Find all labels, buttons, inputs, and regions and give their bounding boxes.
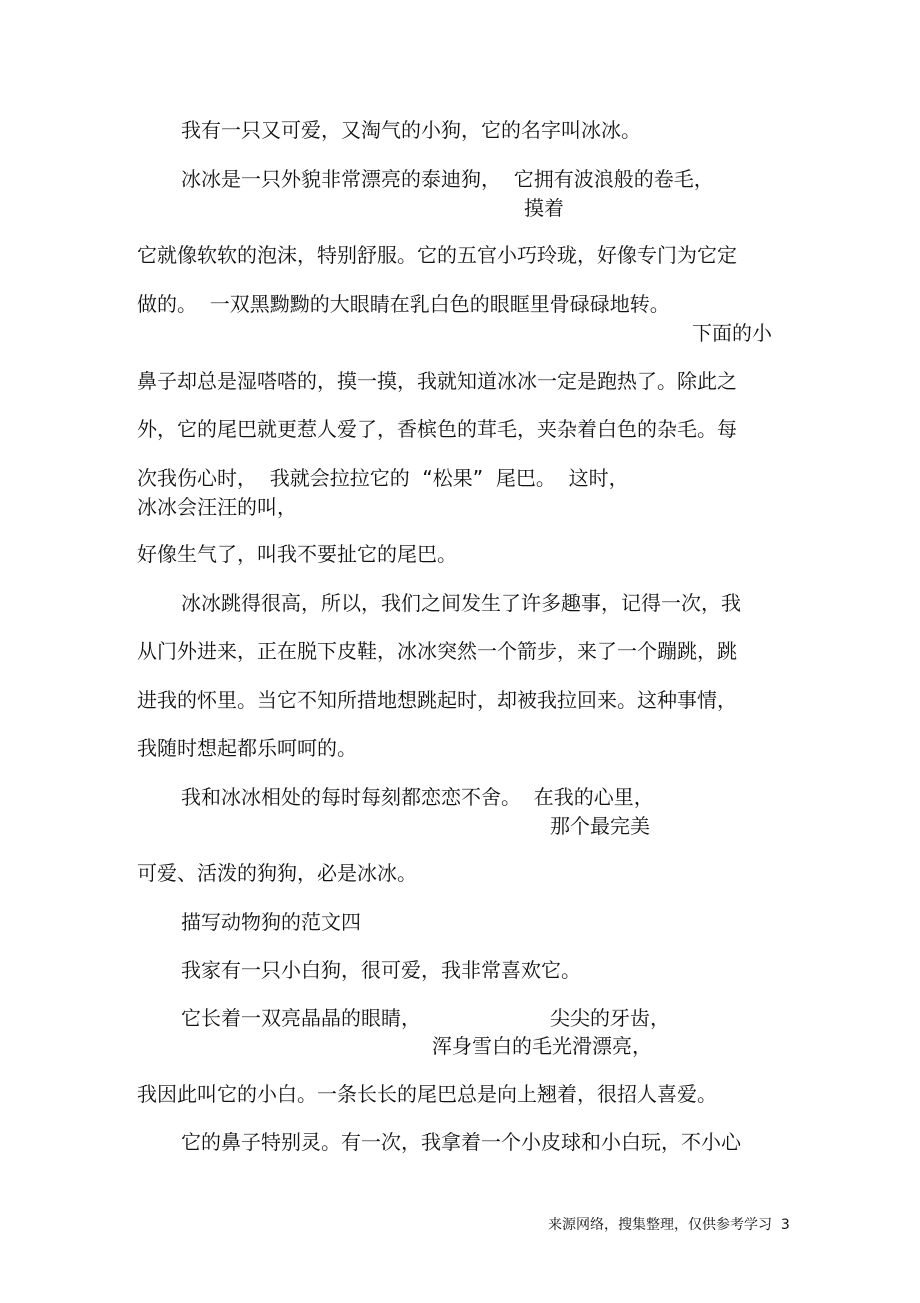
text-line: 它的鼻子特别灵。有一次，我拿着一个小皮球和小白玩，不小心 bbox=[181, 1130, 741, 1154]
text-line: 浑身雪白的毛光滑漂亮， bbox=[432, 1034, 652, 1058]
text-line: 我有一只又可爱，又淘气的小狗，它的名字叫冰冰。 bbox=[181, 118, 641, 142]
text-line: 从门外进来，正在脱下皮鞋，冰冰突然一个箭步，来了一个蹦跳，跳 bbox=[137, 639, 737, 663]
text-line: 摸着 bbox=[524, 196, 564, 220]
text-line: 做的。 一双黑黝黝的大眼睛在乳白色的眼眶里骨碌碌地转。 bbox=[137, 292, 670, 316]
text-line: 我家有一只小白狗，很可爱，我非常喜欢它。 bbox=[181, 958, 581, 982]
text-line: 鼻子却总是湿嗒嗒的，摸一摸，我就知道冰冰一定是跑热了。除此之 bbox=[137, 369, 737, 393]
text-line: 我因此叫它的小白。一条长长的尾巴总是向上翘着，很招人喜爱。 bbox=[137, 1082, 717, 1106]
text-line: 它长着一双亮晶晶的眼睛， bbox=[181, 1006, 421, 1030]
text-line: 外，它的尾巴就更惹人爱了，香槟色的茸毛，夹杂着白色的杂毛。每 bbox=[137, 417, 737, 441]
text-line: 我随时想起都乐呵呵的。 bbox=[137, 736, 357, 760]
text-line: 它就像软软的泡沫，特别舒服。它的五官小巧玲珑，好像专门为它定 bbox=[137, 243, 737, 267]
text-line: 下面的小 bbox=[692, 321, 772, 345]
text-line: 我和冰冰相处的每时每刻都恋恋不舍。 在我的心里， bbox=[181, 785, 654, 809]
text-line: 进我的怀里。当它不知所措地想跳起时，却被我拉回来。这种事情， bbox=[137, 688, 737, 712]
text-line: 那个最完美 bbox=[550, 814, 650, 838]
text-line: 次我伤心时， 我就会拉拉它的 “松果” 尾巴。 这时， bbox=[137, 466, 629, 490]
text-line: 可爱、活泼的狗狗，必是冰冰。 bbox=[137, 861, 417, 885]
text-line: 尖尖的牙齿， bbox=[550, 1006, 670, 1030]
text-line: 好像生气了，叫我不要扯它的尾巴。 bbox=[137, 542, 457, 566]
text-line: 冰冰是一只外貌非常漂亮的泰迪狗， 它拥有波浪般的卷毛， bbox=[181, 167, 714, 191]
text-line: 冰冰跳得很高，所以，我们之间发生了许多趣事，记得一次，我 bbox=[181, 591, 741, 615]
section-heading: 描写动物狗的范文四 bbox=[181, 910, 361, 934]
page-footer: 来源网络，搜集整理，仅供参考学习 3 bbox=[548, 1217, 790, 1233]
text-line: 冰冰会汪汪的叫， bbox=[137, 495, 297, 519]
